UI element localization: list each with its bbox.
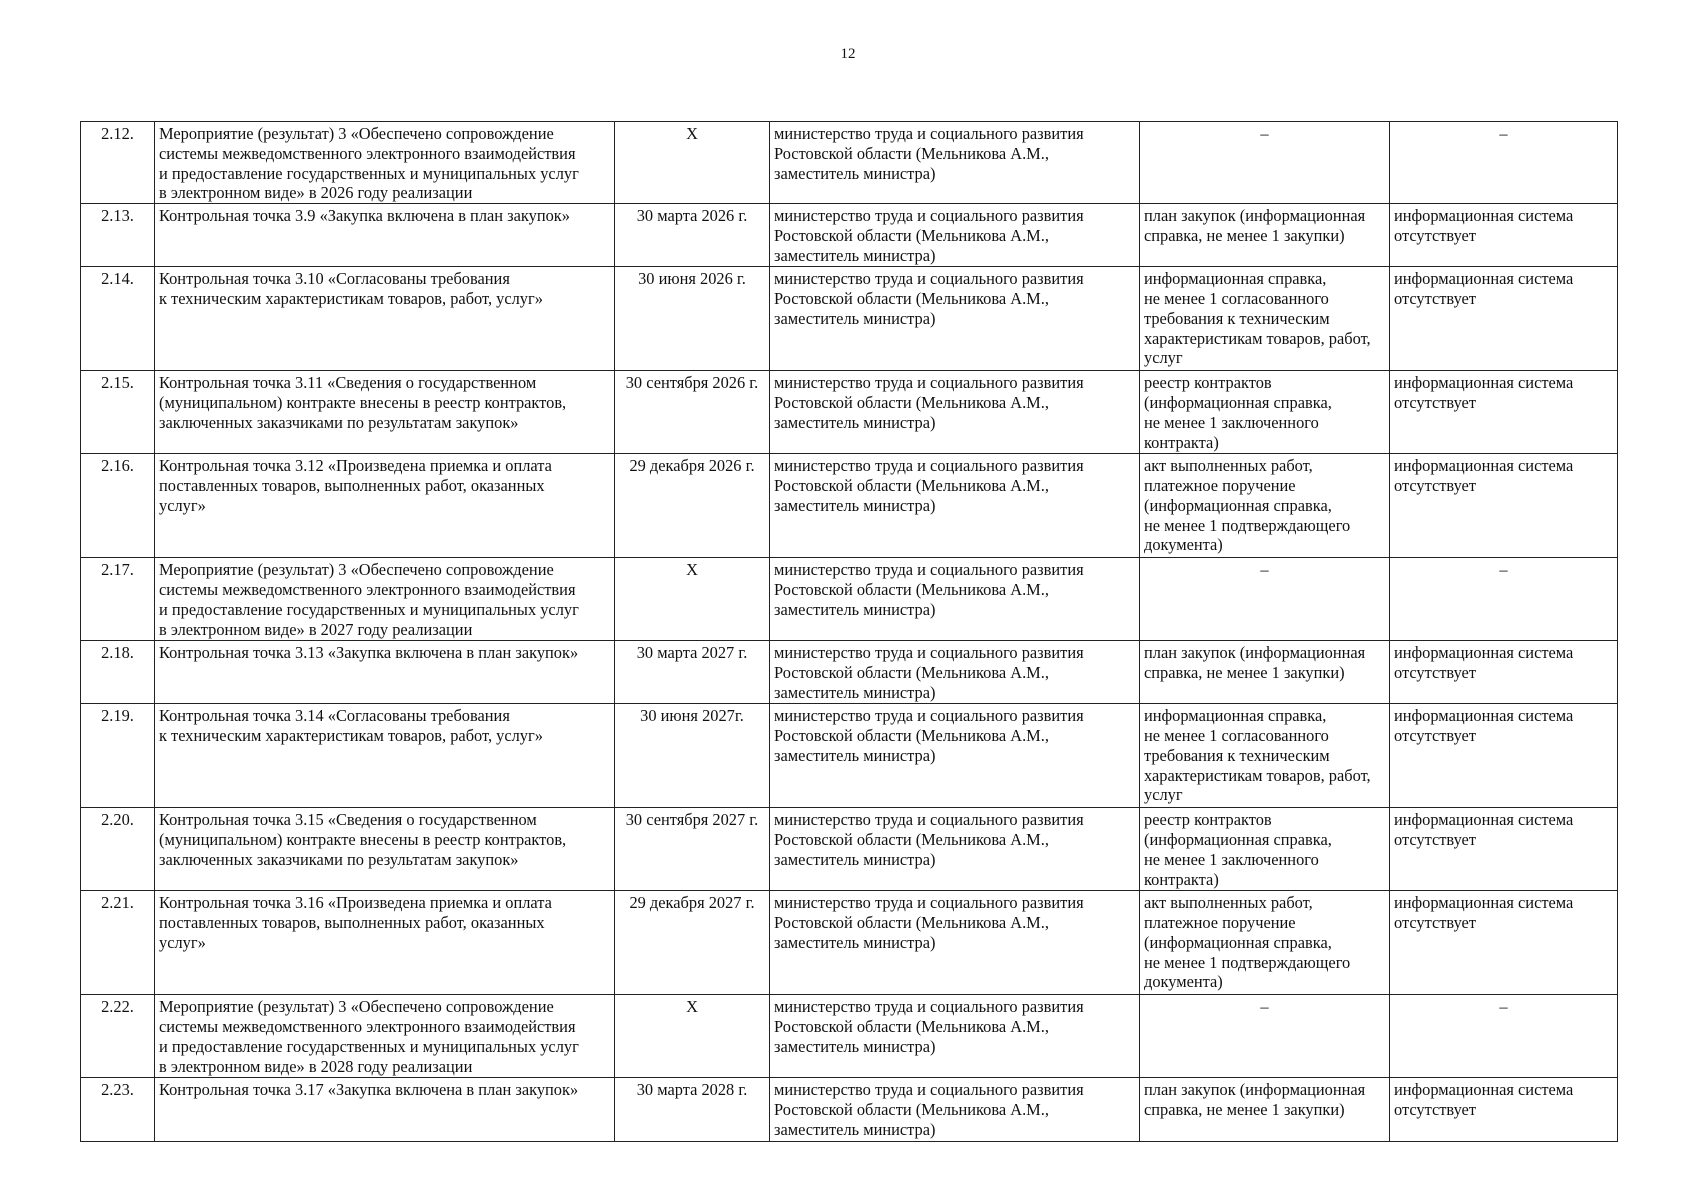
responsible-executor: министерство труда и социального развития Ростовской области (Мельникова А.М., заместитель министра): [774, 997, 1084, 1056]
confirming-document-cell: [1140, 891, 1390, 995]
deadline-date-cell: [615, 1078, 770, 1142]
information-system: информационная система отсутствует: [1394, 893, 1574, 932]
event-name-cell: [155, 891, 615, 995]
responsible-executor-cell: [770, 808, 1140, 891]
information-system-cell: [1390, 558, 1618, 641]
row-number-cell: [81, 267, 155, 371]
table-row: [81, 641, 1618, 704]
row-number-cell: [81, 371, 155, 454]
deadline-date-cell: [615, 122, 770, 204]
responsible-executor: министерство труда и социального развития Ростовской области (Мельникова А.М., заместитель министра): [774, 560, 1084, 619]
responsible-executor: министерство труда и социального развития Ростовской области (Мельникова А.М., заместитель министра): [774, 643, 1084, 702]
responsible-executor-cell: [770, 1078, 1140, 1142]
event-name-cell: [155, 704, 615, 808]
deadline-date-cell: [615, 371, 770, 454]
responsible-executor-cell: [770, 371, 1140, 454]
deadline-date-cell: [615, 995, 770, 1078]
event-name: Контрольная точка 3.9 «Закупка включена в план закупок»: [159, 206, 570, 226]
confirming-document: информационная справка, не менее 1 согласованного требования к техническим характеристикам товаров, работ, услуг: [1144, 269, 1371, 368]
responsible-executor-cell: [770, 558, 1140, 641]
deadline-date: 29 декабря 2027 г.: [629, 893, 755, 913]
event-name-cell: [155, 122, 615, 204]
responsible-executor-cell: [770, 995, 1140, 1078]
information-system: –: [1499, 124, 1508, 143]
confirming-document: информационная справка, не менее 1 согласованного требования к техническим характеристикам товаров, работ, услуг: [1144, 706, 1371, 805]
deadline-date: 30 сентября 2027 г.: [625, 810, 759, 830]
table-row: [81, 1078, 1618, 1142]
event-name: Мероприятие (результат) 3 «Обеспечено сопровождение системы межведомственного электронного взаимодействия и предоставление государственных и муниципальных услуг в электронном виде» в 2026 году реализации: [159, 124, 579, 203]
information-system: информационная система отсутствует: [1394, 456, 1574, 495]
responsible-executor-cell: [770, 122, 1140, 204]
table-row: [81, 808, 1618, 891]
event-name-cell: [155, 808, 615, 891]
confirming-document: план закупок (информационная справка, не менее 1 закупки): [1144, 643, 1366, 682]
row-number-cell: [81, 558, 155, 641]
row-number-cell: [81, 808, 155, 891]
deadline-date-cell: [615, 808, 770, 891]
deadline-date-cell: [615, 891, 770, 995]
row-number: 2.15.: [101, 373, 134, 393]
confirming-document: –: [1260, 997, 1269, 1017]
confirming-document-cell: [1140, 267, 1390, 371]
confirming-document: реестр контрактов (информационная справка, не менее 1 заключенного контракта): [1144, 373, 1332, 452]
responsible-executor: министерство труда и социального развития Ростовской области (Мельникова А.М., заместитель министра): [774, 124, 1084, 183]
table-row: [81, 704, 1618, 808]
deadline-date: 30 июня 2026 г.: [638, 269, 746, 289]
responsible-executor-cell: [770, 204, 1140, 267]
event-name-cell: [155, 267, 615, 371]
event-name-cell: [155, 1078, 615, 1142]
information-system: информационная система отсутствует: [1394, 373, 1574, 412]
event-name-cell: [155, 371, 615, 454]
row-number: 2.20.: [101, 810, 134, 830]
responsible-executor: министерство труда и социального развития Ростовской области (Мельникова А.М., заместитель министра): [774, 893, 1084, 952]
row-number-cell: [81, 891, 155, 995]
deadline-date: 30 марта 2026 г.: [636, 206, 748, 226]
row-number-cell: [81, 122, 155, 204]
row-number-cell: [81, 704, 155, 808]
confirming-document-cell: [1140, 371, 1390, 454]
row-number: 2.14.: [101, 269, 134, 289]
row-number-cell: [81, 204, 155, 267]
deadline-date-cell: [615, 641, 770, 704]
table-row: [81, 122, 1618, 204]
responsible-executor-cell: [770, 454, 1140, 558]
deadline-date: 30 марта 2027 г.: [636, 643, 748, 663]
row-number: 2.23.: [101, 1080, 134, 1100]
information-system-cell: [1390, 891, 1618, 995]
event-name: Контрольная точка 3.15 «Сведения о государственном (муниципальном) контракте внесены в реестр контрактов, заключенных заказчиками по результатам закупок»: [159, 810, 567, 869]
row-number: 2.13.: [101, 206, 134, 226]
table-row: [81, 371, 1618, 454]
table-body: [81, 122, 1618, 1142]
implementation-plan-table: [80, 121, 1618, 1142]
information-system: информационная система отсутствует: [1394, 1080, 1574, 1119]
confirming-document-cell: [1140, 558, 1390, 641]
event-name: Контрольная точка 3.10 «Согласованы требования к техническим характеристикам товаров, работ, услуг»: [159, 269, 543, 308]
responsible-executor-cell: [770, 267, 1140, 371]
deadline-date-cell: [615, 558, 770, 641]
information-system-cell: [1390, 267, 1618, 371]
event-name-cell: [155, 204, 615, 267]
table-row: [81, 204, 1618, 267]
information-system-cell: [1390, 704, 1618, 808]
information-system-cell: [1390, 808, 1618, 891]
confirming-document: акт выполненных работ, платежное поручение (информационная справка, не менее 1 подтверждающего документа): [1144, 456, 1351, 555]
responsible-executor-cell: [770, 641, 1140, 704]
deadline-date: 30 марта 2028 г.: [636, 1080, 748, 1100]
row-number: 2.18.: [101, 643, 134, 663]
information-system-cell: [1390, 371, 1618, 454]
responsible-executor-cell: [770, 891, 1140, 995]
event-name: Мероприятие (результат) 3 «Обеспечено сопровождение системы межведомственного электронного взаимодействия и предоставление государственных и муниципальных услуг в электронном виде» в 2028 году реализации: [159, 997, 579, 1076]
information-system: информационная система отсутствует: [1394, 206, 1574, 245]
information-system-cell: [1390, 995, 1618, 1078]
event-name-cell: [155, 558, 615, 641]
row-number: 2.22.: [101, 997, 134, 1017]
event-name: Контрольная точка 3.12 «Произведена приемка и оплата поставленных товаров, выполненных работ, оказанных услуг»: [159, 456, 552, 515]
confirming-document-cell: [1140, 454, 1390, 558]
row-number: 2.16.: [101, 456, 134, 476]
responsible-executor: министерство труда и социального развития Ростовской области (Мельникова А.М., заместитель министра): [774, 373, 1084, 432]
information-system: информационная система отсутствует: [1394, 810, 1574, 849]
table-row: [81, 454, 1618, 558]
confirming-document-cell: [1140, 1078, 1390, 1142]
information-system: информационная система отсутствует: [1394, 643, 1574, 682]
confirming-document: –: [1260, 560, 1269, 580]
responsible-executor-cell: [770, 704, 1140, 808]
confirming-document: реестр контрактов (информационная справка, не менее 1 заключенного контракта): [1144, 810, 1332, 889]
confirming-document-cell: [1140, 641, 1390, 704]
deadline-date: 29 декабря 2026 г.: [629, 456, 755, 476]
table-row: [81, 995, 1618, 1078]
event-name: Контрольная точка 3.11 «Сведения о государственном (муниципальном) контракте внесены в реестр контрактов, заключенных заказчиками по результатам закупок»: [159, 373, 567, 432]
responsible-executor: министерство труда и социального развития Ростовской области (Мельникова А.М., заместитель министра): [774, 206, 1084, 265]
confirming-document: план закупок (информационная справка, не менее 1 закупки): [1144, 206, 1366, 245]
information-system: информационная система отсутствует: [1394, 269, 1574, 308]
information-system-cell: [1390, 122, 1618, 204]
confirming-document: план закупок (информационная справка, не менее 1 закупки): [1144, 1080, 1366, 1119]
event-name-cell: [155, 641, 615, 704]
page-number: 12: [840, 46, 856, 62]
table-row: [81, 267, 1618, 371]
responsible-executor: министерство труда и социального развития Ростовской области (Мельникова А.М., заместитель министра): [774, 810, 1084, 869]
row-number-cell: [81, 1078, 155, 1142]
event-name-cell: [155, 454, 615, 558]
event-name: Контрольная точка 3.17 «Закупка включена в план закупок»: [159, 1080, 579, 1100]
deadline-date-cell: [615, 267, 770, 371]
confirming-document-cell: [1140, 122, 1390, 204]
row-number-cell: [81, 995, 155, 1078]
deadline-date-cell: [615, 454, 770, 558]
row-number-cell: [81, 641, 155, 704]
deadline-date-cell: [615, 204, 770, 267]
row-number: 2.21.: [101, 893, 134, 913]
event-name: Контрольная точка 3.13 «Закупка включена в план закупок»: [159, 643, 579, 663]
deadline-date: 30 сентября 2026 г.: [625, 373, 759, 393]
responsible-executor: министерство труда и социального развития Ростовской области (Мельникова А.М., заместитель министра): [774, 1080, 1084, 1139]
confirming-document: акт выполненных работ, платежное поручение (информационная справка, не менее 1 подтверждающего документа): [1144, 893, 1351, 992]
responsible-executor: министерство труда и социального развития Ростовской области (Мельникова А.М., заместитель министра): [774, 456, 1084, 515]
deadline-date-cell: [615, 704, 770, 808]
responsible-executor: министерство труда и социального развития Ростовской области (Мельникова А.М., заместитель министра): [774, 706, 1084, 765]
information-system: –: [1499, 997, 1508, 1017]
deadline-date: X: [686, 124, 698, 143]
deadline-date: X: [686, 997, 698, 1017]
event-name-cell: [155, 995, 615, 1078]
confirming-document-cell: [1140, 808, 1390, 891]
deadline-date: X: [686, 560, 698, 580]
row-number-cell: [81, 454, 155, 558]
information-system-cell: [1390, 1078, 1618, 1142]
responsible-executor: министерство труда и социального развития Ростовской области (Мельникова А.М., заместитель министра): [774, 269, 1084, 328]
confirming-document-cell: [1140, 204, 1390, 267]
event-name: Контрольная точка 3.16 «Произведена приемка и оплата поставленных товаров, выполненных работ, оказанных услуг»: [159, 893, 552, 952]
row-number: 2.12.: [101, 124, 134, 143]
confirming-document: –: [1260, 124, 1269, 143]
deadline-date: 30 июня 2027г.: [640, 706, 744, 726]
table-row: [81, 891, 1618, 995]
information-system: информационная система отсутствует: [1394, 706, 1574, 745]
event-name: Мероприятие (результат) 3 «Обеспечено сопровождение системы межведомственного электронного взаимодействия и предоставление государственных и муниципальных услуг в электронном виде» в 2027 году реализации: [159, 560, 579, 639]
information-system-cell: [1390, 454, 1618, 558]
table-row: [81, 558, 1618, 641]
information-system: –: [1499, 560, 1508, 580]
confirming-document-cell: [1140, 704, 1390, 808]
information-system-cell: [1390, 204, 1618, 267]
row-number: 2.19.: [101, 706, 134, 726]
row-number: 2.17.: [101, 560, 134, 580]
event-name: Контрольная точка 3.14 «Согласованы требования к техническим характеристикам товаров, работ, услуг»: [159, 706, 543, 745]
information-system-cell: [1390, 641, 1618, 704]
confirming-document-cell: [1140, 995, 1390, 1078]
